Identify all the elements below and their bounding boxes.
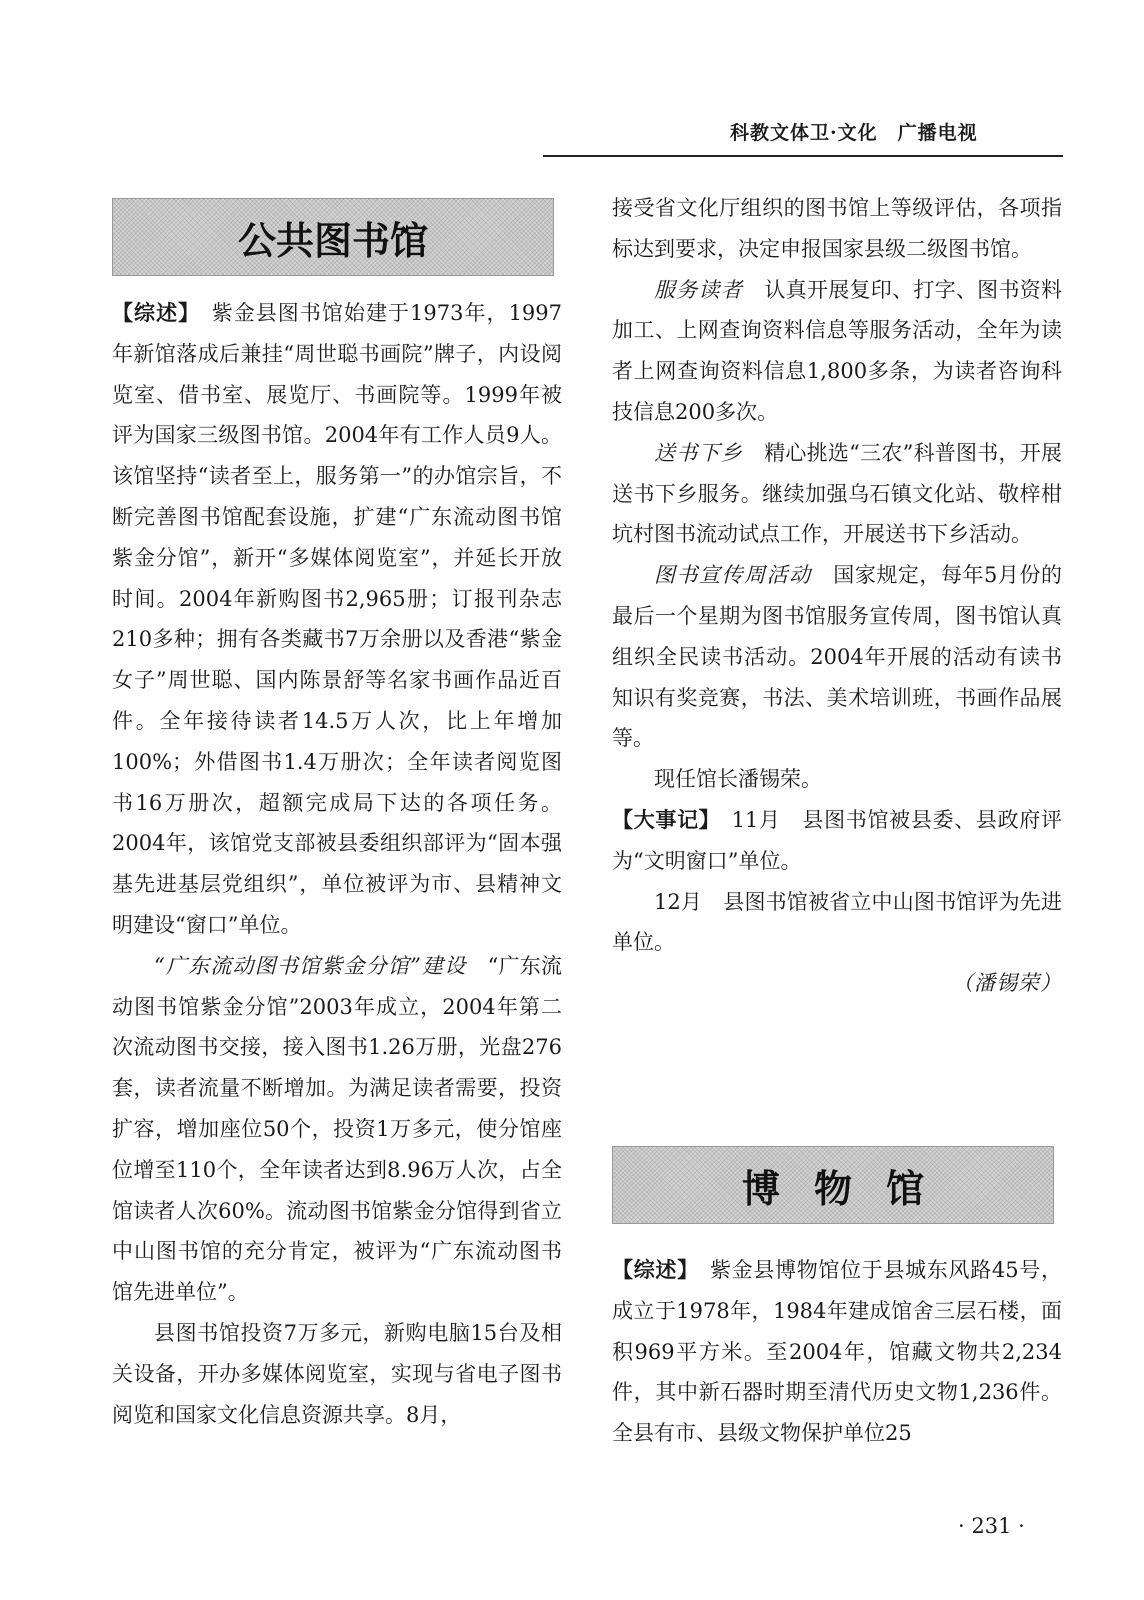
service-text: 认真开展复印、打字、图书资料加工、上网查询资料信息等服务活动，全年为读者上网查询资料信息1,800多条，为读者咨询科技信息200多次。	[612, 277, 1063, 424]
rural-subheading: 送书下乡	[654, 440, 743, 465]
section-title-museum: 博物馆	[741, 1166, 958, 1211]
library-summary	[112, 293, 562, 946]
section-title-library: 公共图书馆	[237, 218, 428, 263]
summary-text: 紫金县图书馆始建于1973年，1997年新馆落成后兼挂“周世聪书画院”牌子，内设阅览室、借书室、展览厅、书画院等。1999年被评为国家三级图书馆。2004年有工作人员9人。该馆坚持“读者至上，服务第一”的办馆宗旨，不断完善图书馆配套设施，扩建“广东流动图书馆紫金分馆”，新开“多媒体阅览室”，并延长开放时间。2004年新购图书2,965册；订报刊杂志210多种；拥有各类藏书7万余册以及香港“紫金女子”周世聪、国内陈景舒等名家书画作品近百件。全年接待读者14.5万人次，比上年增加100%；外借图书1.4万册次；全年读者阅览图书16万册次，超额完成局下达的各项任务。2004年，该馆党支部被县委组织部评为“固本强基先进基层党组织”，单位被评为市、县精神文明建设“窗口”单位。	[112, 301, 563, 937]
museum-column	[612, 1250, 1062, 1454]
page-number: · 231 ·	[958, 1514, 1025, 1538]
museum-summary	[612, 1250, 1062, 1454]
week-subheading: 图书宣传周活动	[654, 563, 812, 588]
left-column	[112, 293, 562, 1435]
service-paragraph	[612, 270, 1062, 433]
right-column	[612, 188, 1062, 1004]
event-1: 11月 县图书馆被县委、县政府评为“文明窗口”单位。	[612, 807, 1062, 873]
branch-paragraph	[112, 946, 562, 1313]
section-title-box-museum	[612, 1146, 1054, 1224]
museum-summary-text: 紫金县博物馆位于县城东风路45号，成立于1978年，1984年建成馆舍三层石楼，面积969平方米。至2004年，馆藏文物共2,234件，其中新石器时期至清代历史文物1,236件。全县有市、县级文物保护单位25	[612, 1258, 1062, 1446]
museum-summary-tag: 【综述】	[612, 1257, 689, 1282]
continued-paragraph: 接受省文化厅组织的图书馆上等级评估，各项指标达到要求，决定申报国家县级二级图书馆。	[612, 196, 1062, 261]
branch-text: “广东流动图书馆紫金分馆”2003年成立，2004年第二次流动图书交接，接入图书1.26万册，光盘276套，读者流量不断增加。为满足读者需要，投资扩容，增加座位50个，投资1万多元，使分馆座位增至110个，全年读者达到8.96万人次，占全馆读者人次60%。流动图书馆紫金分馆得到省立中山图书馆的充分肯定，被评为“广东流动图书馆先进单位”。	[112, 953, 562, 1305]
multimedia-paragraph: 县图书馆投资7万多元，新购电脑15台及相关设备，开办多媒体阅览室，实现与省电子图书阅览和国家文化信息资源共享。8月，	[112, 1320, 562, 1427]
events-paragraph	[612, 800, 1062, 882]
rural-text: 精心挑选“三农”科普图书，开展送书下乡服务。继续加强乌石镇文化站、敬梓柑坑村图书流动试点工作，开展送书下乡活动。	[612, 440, 1062, 547]
section-title-box-library	[112, 198, 554, 276]
rural-paragraph	[612, 433, 1062, 555]
week-text: 国家规定，每年5月份的最后一个星期为图书馆服务宣传周，图书馆认真组织全民读书活动。2004年开展的活动有读书知识有奖竞赛，书法、美术培训班，书画作品展等。	[612, 563, 1062, 751]
week-paragraph	[612, 555, 1062, 759]
director-paragraph: 现任馆长潘锡荣。	[654, 767, 822, 792]
header-rule	[543, 155, 1063, 157]
running-header: 科教文体卫·文化 广播电视	[730, 122, 978, 144]
event-2: 12月 县图书馆被省立中山图书馆评为先进单位。	[612, 889, 1062, 955]
author-signature: （潘锡荣）	[952, 971, 1062, 996]
service-subheading: 服务读者	[654, 277, 744, 302]
events-tag: 【大事记】	[612, 806, 710, 832]
branch-subheading: “广东流动图书馆紫金分馆”建设	[154, 953, 467, 978]
summary-tag: 【综述】	[112, 300, 190, 325]
